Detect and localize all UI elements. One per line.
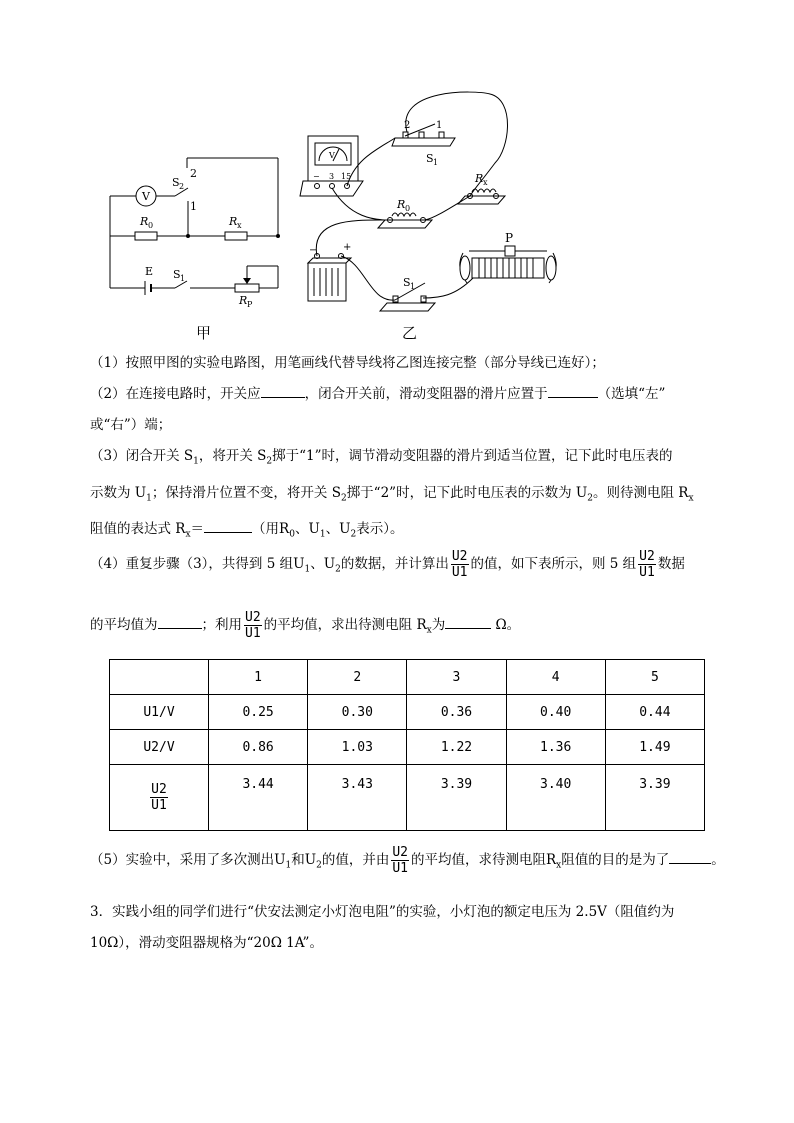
table-cell: 0.86 (209, 730, 308, 765)
fraction-u2-u1 (244, 610, 262, 641)
q5-text: 阻值的目的是为了 (561, 852, 670, 868)
sub: x (185, 530, 191, 541)
q4-text: 、U (310, 556, 336, 572)
question-2 (90, 379, 720, 441)
yi-rx-label: R (475, 172, 484, 185)
rp-sub: P (247, 300, 253, 309)
sub: 2 (316, 860, 322, 871)
table-row (110, 695, 705, 730)
table-cell: 1.36 (506, 730, 605, 765)
rheostat-device (460, 246, 556, 283)
yi-v-15: 15 (341, 172, 352, 181)
question-4 (90, 544, 720, 590)
table-header-cell: 3 (407, 660, 506, 695)
resistor-rx-device (458, 189, 505, 204)
sub: x (556, 860, 562, 871)
sub: 2 (266, 456, 273, 467)
row-label: U2/V (110, 730, 209, 765)
q4-text: Ω。 (491, 617, 521, 633)
q4-text: 数据 (657, 556, 685, 572)
q3-text: ＝ (190, 521, 205, 538)
circuit-figures (95, 88, 565, 343)
q5-text: 的值，并由 (321, 852, 390, 868)
q4-text: 的数据，并计算出 (340, 556, 449, 572)
sub: 2 (587, 493, 593, 504)
q5-text: 。 (711, 852, 725, 868)
row-label: U1/V (110, 695, 209, 730)
table-cell: 0.44 (605, 695, 704, 730)
battery-label: E (145, 265, 154, 278)
resistor-r0-device (378, 213, 432, 228)
yi-v-minus: − (313, 172, 320, 181)
q3-text: 。则待测电阻 R (592, 484, 689, 501)
q5-text: （5）实验中，采用了多次测出U (90, 852, 286, 868)
yi-r0-sub: 0 (405, 204, 411, 213)
yi-s1-sub: 1 (433, 158, 439, 167)
question-5 (90, 840, 730, 886)
rx-sub: x (237, 221, 242, 230)
yi-s1-pos1: 1 (436, 120, 443, 131)
r0-sub: 0 (148, 221, 154, 230)
q3-text: 阻值的表达式 R (90, 521, 186, 538)
wire-r0-to-battery (316, 220, 388, 256)
q4-text: 的平均值，求出待测电阻 R (263, 617, 427, 633)
q5-text: 和U (291, 852, 317, 868)
table-cell: 3.40 (506, 765, 605, 831)
table-header-cell: 2 (308, 660, 407, 695)
yi-r0-label: R (397, 198, 406, 211)
yi-s1-pos2: 2 (404, 120, 411, 131)
q3-text: ，将开关 S (198, 448, 267, 464)
s1-label: S (173, 268, 181, 281)
frac-den: U1 (151, 798, 167, 813)
table-header-cell: 4 (506, 660, 605, 695)
rheostat-symbol (235, 284, 259, 292)
fraction-u2-u1 (451, 549, 469, 580)
table-cell: 0.25 (209, 695, 308, 730)
wire-battery-to-s1 (341, 256, 395, 300)
answer-blank (158, 614, 202, 629)
q3-text: （3）闭合开关 S (90, 448, 194, 464)
frac-den: U1 (639, 565, 655, 580)
q3-text: 、U (325, 521, 351, 538)
sub: 1 (304, 564, 311, 575)
table-cell: 1.22 (407, 730, 506, 765)
frac-num: U2 (392, 845, 408, 860)
voltmeter-device (300, 136, 363, 196)
yi-battery-minus: − (309, 245, 318, 256)
table-cell: 0.36 (407, 695, 506, 730)
frac-num: U2 (451, 549, 468, 564)
q5-text: 的平均值，求待测电阻R (410, 852, 557, 868)
q2-text-line2: 或“右”）端； (90, 417, 172, 433)
yi-battery-plus: + (343, 242, 352, 253)
sub: x (426, 625, 432, 636)
sub: 2 (335, 564, 341, 575)
table-cell: 3.43 (308, 765, 407, 831)
fraction-u2-u1 (638, 549, 656, 580)
sub: 1 (285, 860, 292, 871)
battery-device (308, 254, 351, 302)
sub: x (688, 493, 694, 504)
frac-num: U2 (639, 549, 655, 564)
fraction-u2-u1 (391, 845, 409, 876)
q4-text: 的值，如下表所示，则 5 组 (470, 556, 637, 572)
table-cell: 0.30 (308, 695, 407, 730)
caption-jia: 甲 (196, 324, 212, 342)
sub: 1 (146, 493, 152, 504)
yi-slider-p: P (505, 231, 514, 245)
answer-blank (445, 614, 491, 629)
voltmeter-label: V (142, 190, 150, 203)
table-header-row (110, 660, 705, 695)
q3-text: 掷于“2”时，记下此时电压表的示数为 U (346, 484, 588, 501)
pictorial-yi (300, 92, 556, 311)
q2-text-b: ，闭合开关前，滑动变阻器的滑片应置于 (304, 386, 548, 402)
question-4-line2 (90, 605, 720, 651)
table-cell: 3.39 (407, 765, 506, 831)
s2-label: S (172, 176, 180, 189)
question-3 (90, 441, 720, 551)
frac-den: U1 (451, 565, 468, 580)
yi-v-3: 3 (329, 172, 335, 181)
yi-voltmeter-label: V (329, 151, 335, 160)
q3-text: 表示）。 (356, 521, 404, 538)
problem-3-line1: 3．实践小组的同学们进行“伏安法测定小灯泡电阻”的实验，小灯泡的额定电压为 2.5V（阻值约为 (90, 904, 675, 920)
question-1: （1）按照甲图的实验电路图，用笔画线代替导线将乙图连接完整（部分导线已连好）； (90, 355, 605, 371)
s2-pos2: 2 (190, 167, 197, 180)
table-cell: 1.49 (605, 730, 704, 765)
q3-text: 掷于“1”时，调节滑动变阻器的滑片到适当位置，记下此时电压表的 (272, 448, 673, 464)
sub: 1 (319, 530, 326, 541)
yi-s1b-sub: 1 (410, 282, 416, 291)
q3-text: 示数为 U (90, 484, 147, 501)
answer-blank (669, 849, 711, 864)
yi-s1b-label: S (403, 276, 411, 289)
table-header-cell: 5 (605, 660, 704, 695)
q3-text: （用R (252, 521, 290, 538)
frac-num: U2 (245, 610, 261, 625)
q4-text: （4）重复步骤（3），共得到 5 组U (90, 556, 305, 572)
rx-label: R (229, 215, 238, 228)
yi-rx-sub: x (483, 178, 488, 187)
sub: 0 (289, 530, 295, 541)
wire-rx-to-r0 (425, 196, 470, 220)
q3-text: 、U (294, 521, 320, 538)
rp-label: R (239, 294, 248, 307)
caption-yi: 乙 (402, 324, 418, 342)
table-cell: 3.44 (209, 765, 308, 831)
table-cell: 3.39 (605, 765, 704, 831)
sub: 1 (193, 456, 199, 467)
answer-blank (261, 383, 305, 398)
data-table (109, 659, 705, 831)
resistor-r0-symbol (135, 232, 157, 240)
switch-s1-top (392, 124, 455, 146)
sub: 2 (350, 530, 357, 541)
frac-den: U1 (392, 861, 408, 876)
row-label (110, 765, 209, 831)
q4-text: 的平均值为 (90, 617, 158, 633)
resistor-rx-symbol (225, 232, 247, 240)
s2-sub: 2 (179, 182, 185, 191)
answer-blank (548, 383, 598, 398)
problem-3 (90, 897, 720, 959)
r0-label: R (140, 215, 149, 228)
table-cell: 0.40 (506, 695, 605, 730)
table-row (110, 765, 705, 831)
frac-den: U1 (245, 626, 261, 641)
q2-text-a: （2）在连接电路时，开关应 (90, 386, 261, 402)
answer-blank (204, 518, 252, 533)
s2-pos1: 1 (190, 200, 197, 213)
table-header-cell (110, 660, 209, 695)
fraction-u2-u1 (150, 782, 168, 813)
q4-text: 为 (431, 617, 446, 633)
table-cell: 1.03 (308, 730, 407, 765)
problem-3-line2: 10Ω），滑动变阻器规格为“20Ω 1A”。 (90, 935, 323, 951)
q2-text-c: （选填“左” (597, 386, 666, 402)
frac-num: U2 (151, 782, 167, 797)
circuit-diagrams-svg (95, 88, 565, 343)
q4-text: ；利用 (201, 617, 242, 633)
q3-text: ；保持滑片位置不变，将开关 S (151, 484, 341, 501)
sub: 2 (340, 493, 347, 504)
s1-sub: 1 (180, 274, 186, 283)
yi-s1-label: S (426, 152, 434, 165)
table-header-cell: 1 (209, 660, 308, 695)
table-row (110, 730, 705, 765)
